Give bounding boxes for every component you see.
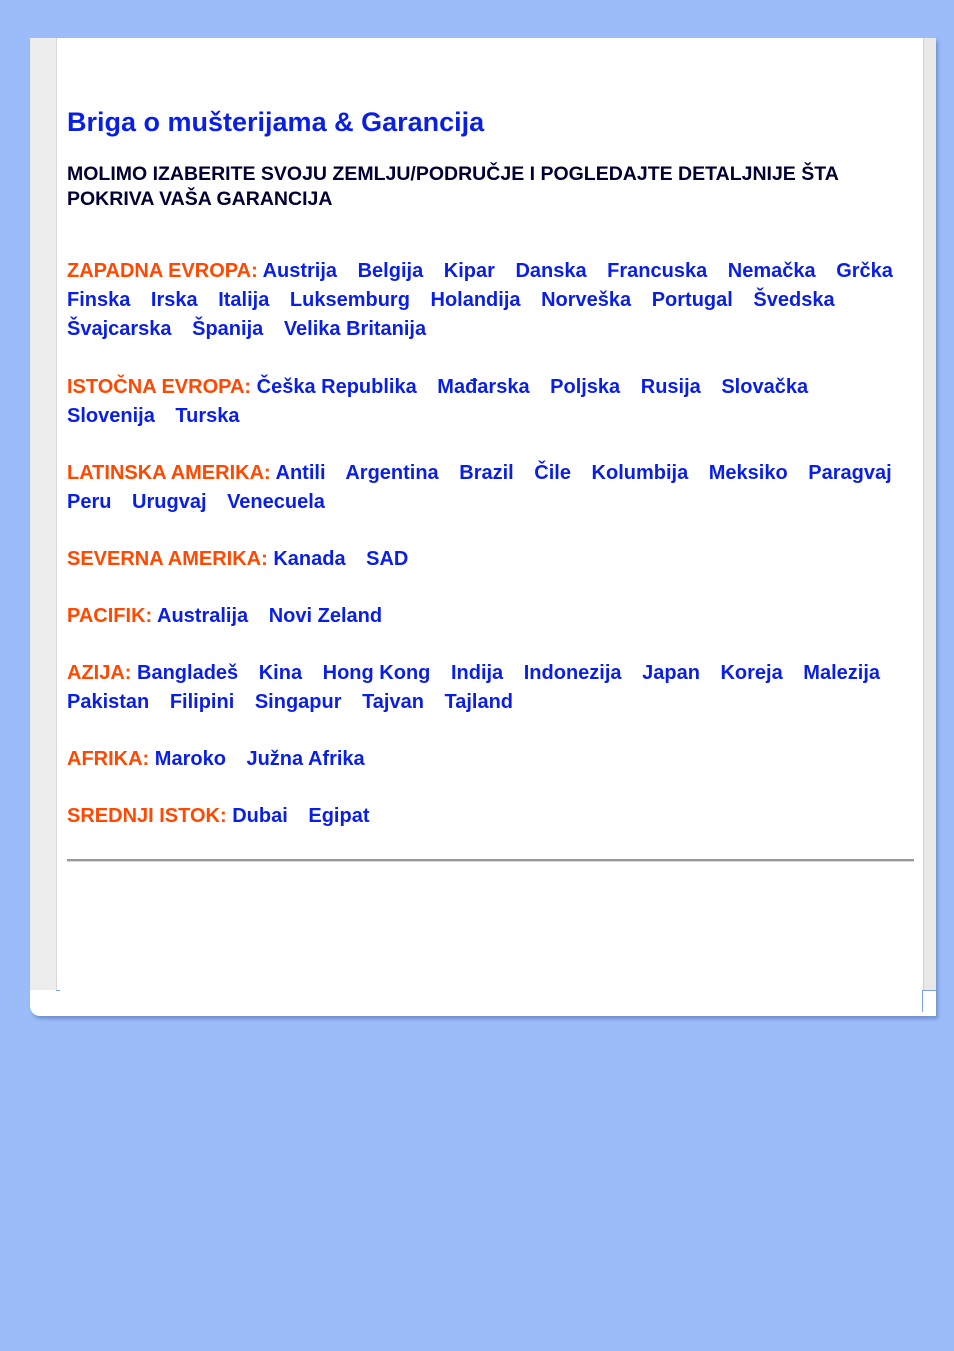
region-label: SEVERNA AMERIKA: bbox=[67, 548, 268, 570]
country-link[interactable]: Venecuela bbox=[227, 491, 325, 513]
region-block bbox=[67, 545, 914, 574]
horizontal-divider bbox=[67, 859, 914, 862]
region-block bbox=[67, 459, 914, 517]
country-link[interactable]: Antili bbox=[275, 462, 326, 484]
region-block bbox=[67, 602, 914, 631]
country-link[interactable]: Mađarska bbox=[437, 376, 530, 398]
region-block bbox=[67, 802, 914, 831]
country-link[interactable]: Kipar bbox=[443, 260, 495, 282]
country-link[interactable]: Maroko bbox=[154, 748, 226, 770]
country-link[interactable]: Francuska bbox=[607, 260, 708, 282]
region-label: ZAPADNA EVROPA: bbox=[67, 260, 258, 282]
country-link[interactable]: Indonezija bbox=[523, 662, 622, 684]
country-link[interactable]: Paragvaj bbox=[808, 462, 892, 484]
country-link[interactable]: Luksemburg bbox=[289, 289, 410, 311]
country-link[interactable]: Čile bbox=[534, 462, 571, 484]
country-link[interactable]: SAD bbox=[366, 548, 409, 570]
country-link[interactable]: Rusija bbox=[640, 376, 701, 398]
country-link[interactable]: Poljska bbox=[550, 376, 621, 398]
country-link[interactable]: Peru bbox=[67, 491, 112, 513]
country-link[interactable]: Belgija bbox=[357, 260, 424, 282]
country-link[interactable]: Finska bbox=[67, 289, 131, 311]
country-link[interactable]: Italija bbox=[218, 289, 270, 311]
country-link[interactable]: Slovenija bbox=[67, 405, 155, 427]
region-label: AZIJA: bbox=[67, 662, 132, 684]
country-link[interactable]: Češka Republika bbox=[256, 376, 417, 398]
country-link[interactable]: Turska bbox=[175, 405, 240, 427]
page-corner-mark-right bbox=[922, 990, 936, 1012]
country-link[interactable]: Dubai bbox=[232, 805, 288, 827]
country-link[interactable]: Kolumbija bbox=[591, 462, 689, 484]
country-link[interactable]: Grčka bbox=[836, 260, 893, 282]
country-link[interactable]: Filipini bbox=[169, 691, 235, 713]
country-link[interactable]: Austrija bbox=[262, 260, 338, 282]
country-link[interactable]: Novi Zeland bbox=[268, 605, 383, 627]
region-block bbox=[67, 659, 914, 717]
country-link[interactable]: Holandija bbox=[430, 289, 521, 311]
country-link[interactable]: Kanada bbox=[273, 548, 346, 570]
country-link[interactable]: Malezija bbox=[803, 662, 880, 684]
country-link[interactable]: Japan bbox=[642, 662, 700, 684]
country-link[interactable]: Velika Britanija bbox=[283, 318, 427, 340]
region-list bbox=[67, 257, 914, 831]
left-margin-strip bbox=[30, 38, 57, 990]
country-link[interactable]: Australija bbox=[157, 605, 249, 627]
region-label: SREDNJI ISTOK: bbox=[67, 805, 227, 827]
country-link[interactable]: Pakistan bbox=[67, 691, 150, 713]
country-link[interactable]: Švajcarska bbox=[67, 318, 172, 340]
country-link[interactable]: Danska bbox=[515, 260, 587, 282]
country-link[interactable]: Irska bbox=[150, 289, 198, 311]
region-block bbox=[67, 373, 914, 431]
country-link[interactable]: Egipat bbox=[308, 805, 370, 827]
country-link[interactable]: Portugal bbox=[651, 289, 733, 311]
page-corner-mark-left bbox=[56, 990, 60, 991]
country-link[interactable]: Brazil bbox=[459, 462, 514, 484]
country-link[interactable]: Norveška bbox=[541, 289, 632, 311]
country-link[interactable]: Kina bbox=[258, 662, 303, 684]
country-link[interactable]: Koreja bbox=[720, 662, 783, 684]
country-link[interactable]: Hong Kong bbox=[322, 662, 431, 684]
page-subtitle: MOLIMO IZABERITE SVOJU ZEMLJU/PODRUČJE I POGLEDAJTE DETALJNIJE ŠTA POKRIVA VAŠA GARANCIJA bbox=[67, 163, 839, 210]
country-link[interactable]: Singapur bbox=[254, 691, 342, 713]
region-label: LATINSKA AMERIKA: bbox=[67, 462, 271, 484]
country-link[interactable]: Slovačka bbox=[721, 376, 809, 398]
country-link[interactable]: Argentina bbox=[345, 462, 439, 484]
country-link[interactable]: Južna Afrika bbox=[246, 748, 365, 770]
country-link[interactable]: Tajvan bbox=[362, 691, 424, 713]
country-link[interactable]: Bangladeš bbox=[137, 662, 239, 684]
country-link[interactable]: Indija bbox=[450, 662, 504, 684]
region-label: PACIFIK: bbox=[67, 605, 153, 627]
page-title: Briga o mušterijama & Garancija bbox=[67, 107, 485, 137]
main-content bbox=[67, 104, 914, 831]
country-link[interactable]: Urugvaj bbox=[132, 491, 207, 513]
region-block bbox=[67, 745, 914, 774]
right-margin-strip bbox=[923, 38, 936, 990]
country-link[interactable]: Tajland bbox=[444, 691, 514, 713]
country-link[interactable]: Nemačka bbox=[727, 260, 816, 282]
country-link[interactable]: Španija bbox=[192, 318, 264, 340]
region-block bbox=[67, 257, 914, 344]
country-link[interactable]: Švedska bbox=[753, 289, 835, 311]
region-label: ISTOČNA EVROPA: bbox=[67, 376, 252, 398]
country-link[interactable]: Meksiko bbox=[708, 462, 788, 484]
region-label: AFRIKA: bbox=[67, 748, 150, 770]
